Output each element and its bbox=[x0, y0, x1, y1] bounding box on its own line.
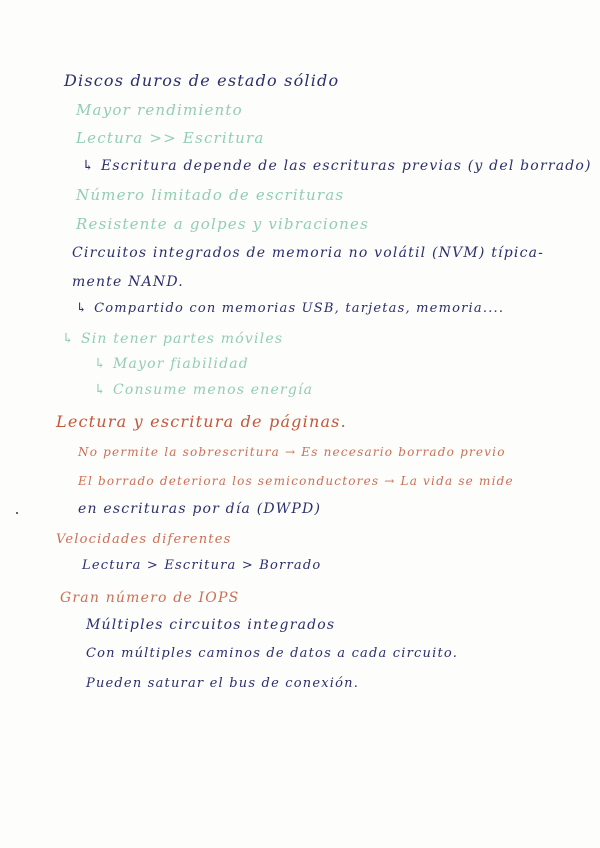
section-heading: Lectura y escritura de páginas. bbox=[56, 412, 347, 431]
notes-title: Discos duros de estado sólido bbox=[64, 71, 340, 90]
note-subline bbox=[76, 300, 504, 318]
note-text: Mayor fiabilidad bbox=[112, 356, 249, 372]
note-line: Lectura > Escritura > Borrado bbox=[82, 558, 322, 573]
note-text: Consume menos energía bbox=[112, 382, 314, 398]
note-line: Resistente a golpes y vibraciones bbox=[76, 215, 369, 233]
note-subline bbox=[82, 157, 592, 175]
stray-ink-dot bbox=[16, 512, 18, 514]
note-line: mente NAND. bbox=[72, 274, 184, 290]
note-line: Pueden saturar el bus de conexión. bbox=[86, 676, 360, 691]
note-line: No permite la sobrescritura → Es necesario borrado previo bbox=[78, 445, 506, 459]
note-text: Compartido con memorias USB, tarjetas, memoria.... bbox=[94, 301, 505, 316]
arrow-icon: ↳ bbox=[82, 158, 95, 174]
section-heading: Gran número de IOPS bbox=[60, 590, 240, 606]
note-subline bbox=[94, 355, 249, 373]
note-line: Con múltiples caminos de datos a cada circuito. bbox=[86, 646, 459, 661]
note-text: Escritura depende de las escrituras previas (y del borrado) bbox=[100, 158, 592, 174]
note-text: Sin tener partes móviles bbox=[80, 331, 284, 347]
note-line: Mayor rendimiento bbox=[76, 101, 243, 119]
arrow-icon: ↳ bbox=[62, 331, 75, 347]
arrow-icon: ↳ bbox=[76, 301, 89, 316]
note-subline bbox=[94, 381, 313, 399]
arrow-icon: ↳ bbox=[94, 356, 107, 372]
note-line: El borrado deteriora los semiconductores → La vida se mide bbox=[78, 474, 514, 488]
arrow-icon: ↳ bbox=[94, 382, 107, 398]
note-subline bbox=[62, 330, 283, 348]
note-line: Número limitado de escrituras bbox=[76, 186, 345, 204]
section-heading: Velocidades diferentes bbox=[56, 532, 232, 547]
note-line: Lectura >> Escritura bbox=[76, 129, 265, 147]
note-line: Circuitos integrados de memoria no volátil (NVM) típica- bbox=[72, 245, 545, 261]
note-line: Múltiples circuitos integrados bbox=[86, 617, 336, 633]
note-line: en escrituras por día (DWPD) bbox=[78, 501, 322, 517]
